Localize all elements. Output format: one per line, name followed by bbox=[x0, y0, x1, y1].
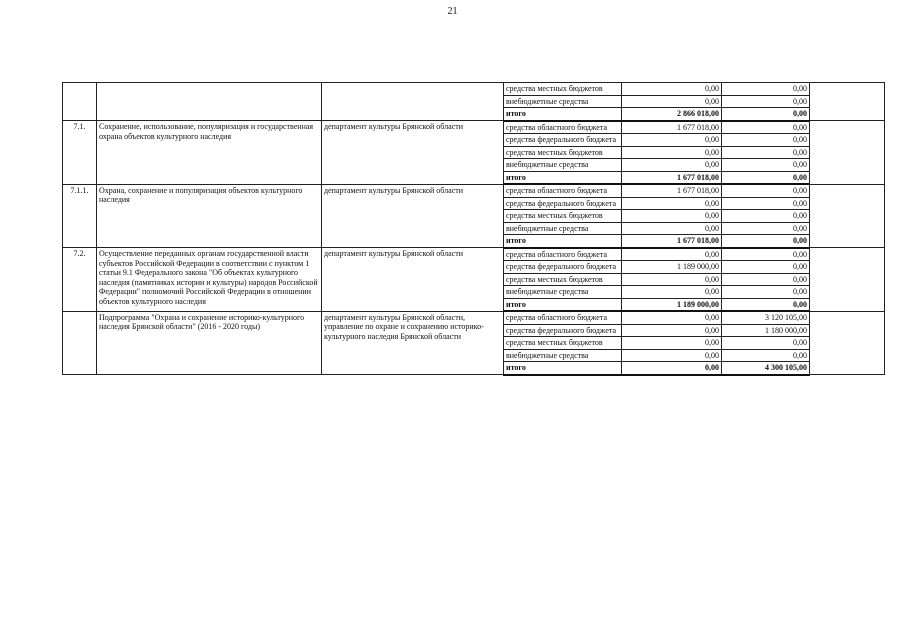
source-label: итого bbox=[504, 362, 622, 375]
amount-cell: 0,00 bbox=[622, 311, 722, 324]
source-label: итого bbox=[504, 171, 622, 184]
source-label: средства местных бюджетов bbox=[504, 210, 622, 223]
source-label: внебюджетные средства bbox=[504, 286, 622, 299]
empty-cell bbox=[810, 184, 885, 248]
cont-name-cell bbox=[97, 83, 322, 121]
amount-cell: 0,00 bbox=[622, 95, 722, 108]
amount-cell: 0,00 bbox=[722, 134, 810, 147]
amount-cell: 0,00 bbox=[722, 159, 810, 172]
amount-cell: 1 677 018,00 bbox=[622, 184, 722, 197]
amount-cell: 0,00 bbox=[722, 298, 810, 311]
amount-cell: 0,00 bbox=[622, 349, 722, 362]
source-label: средства местных бюджетов bbox=[504, 146, 622, 159]
empty-cell bbox=[810, 311, 885, 375]
amount-cell: 0,00 bbox=[622, 324, 722, 337]
table-row bbox=[63, 184, 885, 197]
amount-cell: 0,00 bbox=[622, 134, 722, 147]
source-label: итого bbox=[504, 298, 622, 311]
item-number: 7.1.1. bbox=[63, 184, 97, 248]
amount-cell: 0,00 bbox=[722, 121, 810, 134]
item-executor: департамент культуры Брянской области bbox=[322, 184, 504, 248]
amount-cell: 0,00 bbox=[722, 337, 810, 350]
amount-cell: 0,00 bbox=[722, 146, 810, 159]
item-name: Осуществление переданных органам государственной власти субъектов Российской Федерации в соответствии с пунктом 1 статьи 9.1 Федерального закона "Об объектах культурного наследия (памятниках истории и культуры) народов Российской Федерации" полномочий Российской Федерации в отношении объектов культурного наследия bbox=[97, 248, 322, 312]
source-label: средства федерального бюджета bbox=[504, 197, 622, 210]
amount-cell: 0,00 bbox=[722, 95, 810, 108]
page-number: 21 bbox=[447, 6, 458, 17]
cont-num-cell bbox=[63, 83, 97, 121]
amount-cell: 0,00 bbox=[622, 159, 722, 172]
source-label: средства местных бюджетов bbox=[504, 273, 622, 286]
amount-cell: 0,00 bbox=[722, 261, 810, 274]
amount-cell: 4 300 105,00 bbox=[722, 362, 810, 375]
amount-cell: 0,00 bbox=[722, 171, 810, 184]
amount-cell: 1 677 018,00 bbox=[622, 171, 722, 184]
amount-cell: 0,00 bbox=[622, 222, 722, 235]
amount-cell: 0,00 bbox=[722, 197, 810, 210]
item-name: Охрана, сохранение и популяризация объектов культурного наследия bbox=[97, 184, 322, 248]
item-executor: департамент культуры Брянской области bbox=[322, 121, 504, 185]
amount-cell: 0,00 bbox=[622, 197, 722, 210]
source-label: средства местных бюджетов bbox=[504, 337, 622, 350]
item-name: Сохранение, использование, популяризация и государственная охрана объектов культурного наследия bbox=[97, 121, 322, 185]
amount-cell: 0,00 bbox=[722, 235, 810, 248]
table-row bbox=[63, 121, 885, 134]
amount-cell: 0,00 bbox=[722, 286, 810, 299]
budget-table-body bbox=[63, 83, 885, 375]
empty-cell bbox=[810, 248, 885, 312]
amount-cell: 0,00 bbox=[622, 248, 722, 261]
amount-cell: 1 189 000,00 bbox=[622, 261, 722, 274]
amount-cell: 0,00 bbox=[722, 349, 810, 362]
item-executor: департамент культуры Брянской области, управление по охране и сохранению историко-культурного наследия Брянской области bbox=[322, 311, 504, 375]
item-number: 7.1. bbox=[63, 121, 97, 185]
amount-cell: 0,00 bbox=[622, 210, 722, 223]
amount-cell: 2 866 018,00 bbox=[622, 108, 722, 121]
amount-cell: 1 180 000,00 bbox=[722, 324, 810, 337]
amount-cell: 0,00 bbox=[622, 146, 722, 159]
amount-cell: 0,00 bbox=[722, 210, 810, 223]
table-row bbox=[63, 83, 885, 96]
amount-cell: 1 677 018,00 bbox=[622, 121, 722, 134]
amount-cell: 0,00 bbox=[622, 83, 722, 96]
item-number bbox=[63, 311, 97, 375]
source-label: средства федерального бюджета bbox=[504, 324, 622, 337]
item-number: 7.2. bbox=[63, 248, 97, 312]
amount-cell: 1 677 018,00 bbox=[622, 235, 722, 248]
source-label: средства федерального бюджета bbox=[504, 134, 622, 147]
amount-cell: 0,00 bbox=[622, 337, 722, 350]
source-label: средства федерального бюджета bbox=[504, 261, 622, 274]
source-label: средства областного бюджета bbox=[504, 311, 622, 324]
amount-cell: 0,00 bbox=[722, 222, 810, 235]
source-label: средства областного бюджета bbox=[504, 121, 622, 134]
item-name: Подпрограмма "Охрана и сохранение историко-культурного наследия Брянской области" (2016 - 2020 годы) bbox=[97, 311, 322, 375]
source-label: внебюджетные средства bbox=[504, 222, 622, 235]
amount-cell: 0,00 bbox=[722, 273, 810, 286]
source-label: средства областного бюджета bbox=[504, 184, 622, 197]
amount-cell: 0,00 bbox=[622, 273, 722, 286]
amount-cell: 0,00 bbox=[722, 248, 810, 261]
amount-cell: 0,00 bbox=[722, 83, 810, 96]
source-label: внебюджетные средства bbox=[504, 159, 622, 172]
amount-cell: 0,00 bbox=[622, 286, 722, 299]
table-row bbox=[63, 248, 885, 261]
source-label: средства областного бюджета bbox=[504, 248, 622, 261]
amount-cell: 0,00 bbox=[622, 362, 722, 375]
empty-cell bbox=[810, 121, 885, 185]
source-label: внебюджетные средства bbox=[504, 349, 622, 362]
table-row bbox=[63, 311, 885, 324]
source-label: внебюджетные средства bbox=[504, 95, 622, 108]
empty-cell bbox=[810, 83, 885, 121]
amount-cell: 3 120 105,00 bbox=[722, 311, 810, 324]
amount-cell: 0,00 bbox=[722, 108, 810, 121]
source-label: итого bbox=[504, 235, 622, 248]
amount-cell: 1 189 000,00 bbox=[622, 298, 722, 311]
item-executor: департамент культуры Брянской области bbox=[322, 248, 504, 312]
cont-executor-cell bbox=[322, 83, 504, 121]
source-label: средства местных бюджетов bbox=[504, 83, 622, 96]
budget-table bbox=[62, 82, 885, 376]
source-label: итого bbox=[504, 108, 622, 121]
amount-cell: 0,00 bbox=[722, 184, 810, 197]
